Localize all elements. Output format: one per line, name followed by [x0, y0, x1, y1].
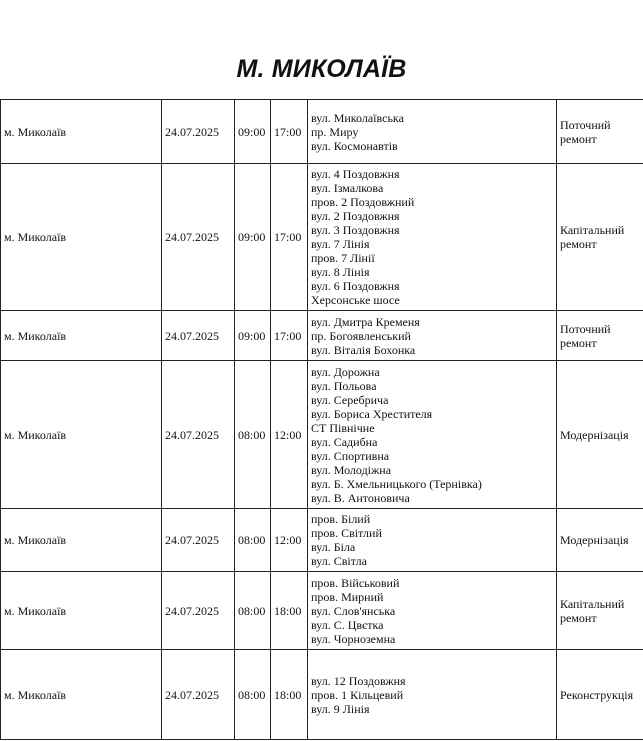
- street-item: вул. 8 Лінія: [311, 265, 370, 279]
- street-item: вул. Віталія Бохонка: [311, 342, 416, 357]
- work-type-cell: Капітальний ремонт: [557, 164, 643, 311]
- street-item: вул. Чорноземна: [311, 631, 396, 646]
- start-time-cell: 08:00: [235, 361, 271, 509]
- street-item: вул. Ізмалкова: [311, 181, 384, 195]
- street-item: пров. Білий: [311, 512, 371, 526]
- date-cell: 24.07.2025: [162, 361, 235, 509]
- end-time-cell: 17:00: [271, 100, 308, 164]
- start-time-cell: 08:00: [235, 650, 271, 740]
- street-item: вул. Дорожна: [311, 364, 380, 379]
- streets-cell: [308, 572, 557, 650]
- end-time-cell: 17:00: [271, 311, 308, 361]
- street-item: пр. Богоявленський: [311, 328, 411, 343]
- end-time-cell: 18:00: [271, 572, 308, 650]
- street-item: вул. Б. Хмельницького (Тернівка): [311, 476, 482, 491]
- street-item: вул. Слов'янська: [311, 603, 396, 618]
- street-item: вул. 6 Поздовжня: [311, 279, 400, 293]
- street-item: вул. Світла: [311, 554, 367, 568]
- street-item: вул. В. Антоновича: [311, 490, 410, 505]
- work-type-cell: Модернізація: [557, 361, 643, 509]
- city-cell: м. Миколаїв: [1, 361, 162, 509]
- work-type-cell: Модернізація: [557, 509, 643, 572]
- street-item: пров. 1 Кільцевий: [311, 687, 404, 702]
- street-item: СТ Північне: [311, 420, 375, 435]
- end-time-cell: 12:00: [271, 509, 308, 572]
- page-title: М. МИКОЛАЇВ: [236, 55, 407, 83]
- city-cell: м. Миколаїв: [1, 509, 162, 572]
- date-cell: 24.07.2025: [162, 572, 235, 650]
- streets-cell: [308, 650, 557, 740]
- street-item: вул. 7 Лінія: [311, 237, 370, 251]
- work-type-cell: Поточний ремонт: [557, 100, 643, 164]
- date-cell: 24.07.2025: [162, 164, 235, 311]
- street-item: вул. Миколаївська: [311, 110, 404, 125]
- date-cell: 24.07.2025: [162, 650, 235, 740]
- outage-schedule-table: [0, 99, 643, 740]
- street-item: вул. Серебрича: [311, 392, 389, 407]
- start-time-cell: 08:00: [235, 509, 271, 572]
- street-item: вул. Космонавтів: [311, 138, 398, 153]
- start-time-cell: 09:00: [235, 100, 271, 164]
- schedule-body: [1, 100, 643, 740]
- street-item: вул. Біла: [311, 540, 356, 554]
- street-item: пр. Миру: [311, 124, 359, 139]
- streets-cell: [308, 311, 557, 361]
- work-type-cell: Реконструкція: [557, 650, 643, 740]
- street-item: вул. Молодіжна: [311, 462, 392, 477]
- work-type-cell: Капітальний ремонт: [557, 572, 643, 650]
- street-item: Херсонське шосе: [311, 293, 400, 307]
- streets-cell: [308, 164, 557, 311]
- street-item: вул. 9 Лінія: [311, 701, 370, 716]
- table-row: [1, 311, 643, 361]
- street-item: вул. 2 Поздовжня: [311, 209, 400, 223]
- table-row: [1, 164, 643, 311]
- streets-cell: [308, 100, 557, 164]
- city-cell: м. Миколаїв: [1, 311, 162, 361]
- street-item: пров. 2 Поздовжний: [311, 195, 415, 209]
- street-item: вул. Дмитра Кременя: [311, 314, 420, 329]
- street-item: вул. Бориса Хрестителя: [311, 406, 433, 421]
- streets-cell: [308, 361, 557, 509]
- end-time-cell: 17:00: [271, 164, 308, 311]
- date-cell: 24.07.2025: [162, 311, 235, 361]
- start-time-cell: 09:00: [235, 164, 271, 311]
- street-item: пров. Військовий: [311, 575, 400, 590]
- end-time-cell: 18:00: [271, 650, 308, 740]
- date-cell: 24.07.2025: [162, 509, 235, 572]
- streets-cell: [308, 509, 557, 572]
- city-cell: м. Миколаїв: [1, 572, 162, 650]
- city-cell: м. Миколаїв: [1, 100, 162, 164]
- street-item: пров. Мирний: [311, 589, 384, 604]
- start-time-cell: 09:00: [235, 311, 271, 361]
- table-row: [1, 572, 643, 650]
- street-item: вул. 4 Поздовжня: [311, 167, 400, 181]
- street-item: вул. 3 Поздовжня: [311, 223, 400, 237]
- street-item: вул. С. Цвєтка: [311, 617, 384, 632]
- start-time-cell: 08:00: [235, 572, 271, 650]
- city-cell: м. Миколаїв: [1, 164, 162, 311]
- end-time-cell: 12:00: [271, 361, 308, 509]
- street-item: вул. Спортивна: [311, 448, 390, 463]
- table-row: [1, 509, 643, 572]
- table-row: [1, 361, 643, 509]
- street-item: вул. Садибна: [311, 434, 378, 449]
- street-item: пров. Світлий: [311, 526, 382, 540]
- city-cell: м. Миколаїв: [1, 650, 162, 740]
- street-item: вул. Польова: [311, 378, 377, 393]
- date-cell: 24.07.2025: [162, 100, 235, 164]
- table-row: [1, 100, 643, 164]
- work-type-cell: Поточний ремонт: [557, 311, 643, 361]
- street-item: пров. 7 Лінії: [311, 251, 375, 265]
- street-item: вул. 12 Поздовжня: [311, 673, 406, 688]
- table-row: [1, 650, 643, 740]
